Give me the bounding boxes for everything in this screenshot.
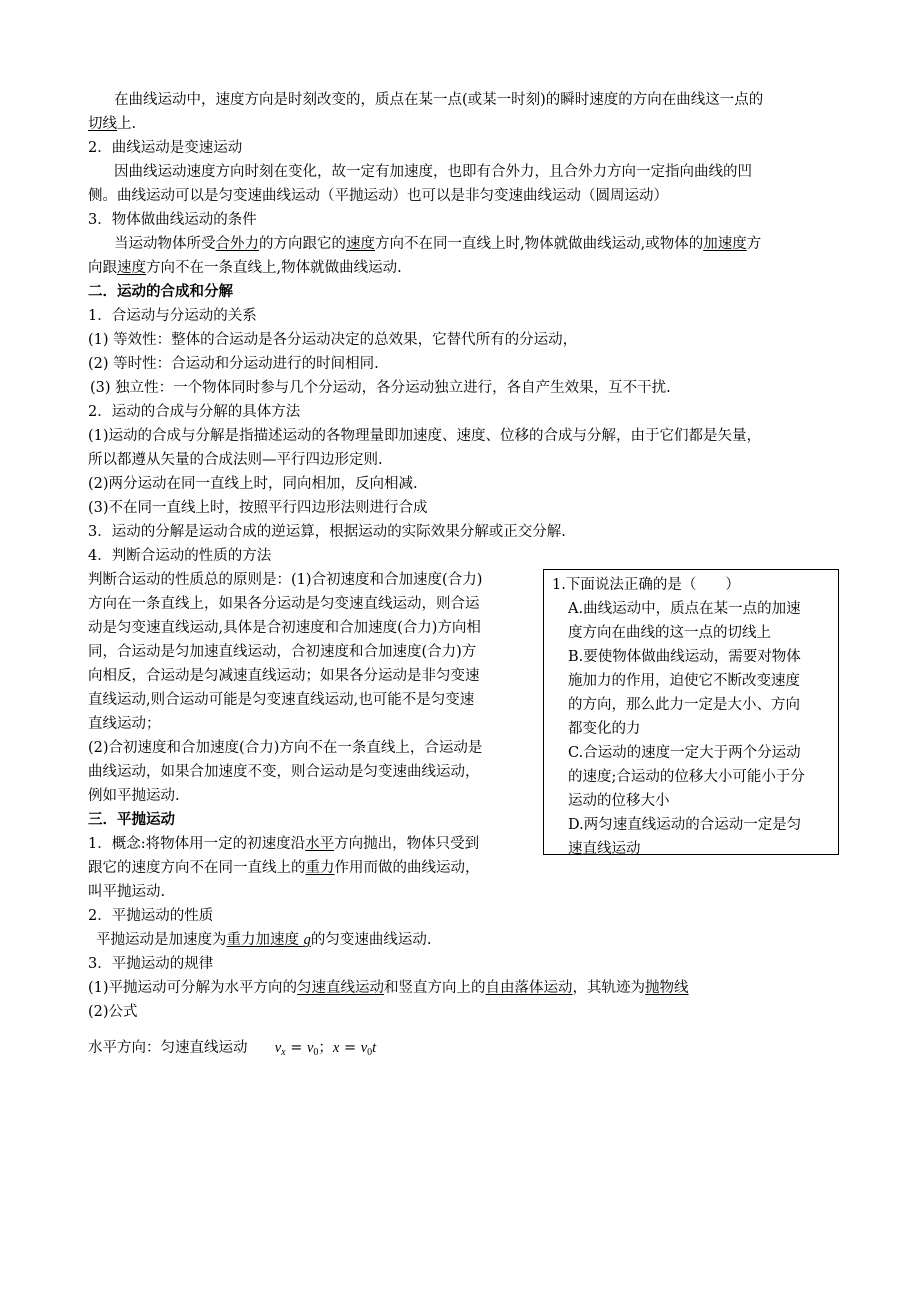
paragraph-line: 1．合运动与分运动的关系: [88, 308, 257, 324]
underlined-term: 合外力: [215, 236, 259, 252]
formula-vx: $v_x$: [274, 1040, 286, 1058]
paragraph-line: 直线运动；: [88, 716, 161, 732]
paragraph-line: 3．运动的分解是运动合成的逆运算，根据运动的实际效果分解或正交分解.: [88, 524, 566, 540]
underlined-term: 速度: [346, 236, 375, 252]
heading-projectile-laws: 3．平抛运动的规律: [88, 956, 214, 972]
heading-variable-motion: 2．曲线运动是变速运动: [88, 140, 243, 156]
underlined-term: 自由落体运动: [485, 980, 573, 996]
paragraph-line: 叫平抛运动.: [88, 884, 166, 900]
paragraph-line: 同，合运动是匀加速直线运动，合初速度和合加速度(合力)方: [88, 644, 477, 660]
option-b-cont: 都变化的力: [568, 721, 641, 737]
option-a-cont: 度方向在曲线的这一点的切线上: [568, 625, 771, 641]
paragraph-line: 侧。曲线运动可以是匀变速曲线运动（平抛运动）也可以是非匀变速曲线运动（圆周运动）: [88, 188, 668, 204]
intro-line-1: 在曲线运动中，速度方向是时刻改变的，质点在某一点(或某一时刻)的瞬时速度的方向在曲线这一点的: [114, 92, 764, 108]
option-c: C.合运动的速度一定大于两个分运动: [568, 745, 801, 761]
paragraph-line: 曲线运动，如果合加速度不变，则合运动是匀变速曲线运动，: [88, 764, 480, 780]
heading-projectile-nature: 2．平抛运动的性质: [88, 908, 214, 924]
heading-curve-condition: 3．物体做曲线运动的条件: [88, 212, 257, 228]
paragraph-line: (2)两分运动在同一直线上时，同向相加，反向相减.: [88, 476, 418, 492]
paragraph-line: 向相反，合运动是匀减速直线运动；如果各分运动是非匀变速: [88, 668, 480, 684]
paragraph-line: 1．概念:将物体用一定的初速度沿水平方向抛出，物体只受到: [88, 836, 480, 852]
formula-label: 水平方向：匀速直线运动: [88, 1040, 248, 1056]
underlined-term: 水平: [305, 836, 335, 852]
section-title-projectile: 三．平抛运动: [88, 811, 175, 828]
option-a: A.曲线运动中，质点在某一点的加速: [568, 601, 801, 617]
underlined-term: 切线: [88, 116, 117, 132]
paragraph-line: (2)合初速度和合加速度(合力)方向不在一条直线上，合运动是: [88, 740, 483, 756]
paragraph-line: 判断合运动的性质总的原则是：(1)合初速度和合加速度(合力): [88, 572, 483, 588]
paragraph-line: (1)平抛运动可分解为水平方向的匀速直线运动和竖直方向上的自由落体运动，其轨迹为抛物线: [88, 980, 689, 996]
paragraph-line: 向跟速度方向不在一条直线上,物体就做曲线运动.: [88, 260, 402, 276]
paragraph-line: 因曲线运动速度方向时刻在变化，故一定有加速度，也即有合外力，且合外力方向一定指向曲线的凹: [114, 164, 752, 180]
option-d: D.两匀速直线运动的合运动一定是匀: [568, 817, 802, 833]
paragraph-line: (2)公式: [88, 1004, 138, 1020]
paragraph-line: 当运动物体所受合外力的方向跟它的速度方向不在同一直线上时,物体就做曲线运动,或物体的加速度方: [114, 236, 762, 252]
paragraph-line: 4．判断合运动的性质的方法: [88, 548, 272, 564]
paragraph-line: 跟它的速度方向不在同一直线上的重力作用而做的曲线运动，: [88, 860, 480, 876]
option-d-cont: 速直线运动: [568, 841, 641, 857]
two-column-block: [88, 568, 840, 904]
underlined-term: 重力: [305, 860, 335, 876]
option-c-cont: 的速度;合运动的位移大小可能小于分: [568, 769, 805, 785]
paragraph-line: (1) 等效性：整体的合运动是各分运动决定的总效果，它替代所有的分运动，: [88, 332, 578, 348]
paragraph-line: 直线运动,则合运动可能是匀变速直线运动,也可能不是匀变速: [88, 692, 475, 708]
paragraph-line: (3)不在同一直线上时，按照平行四边形法则进行合成: [88, 500, 428, 516]
underlined-term: 速度: [117, 260, 146, 276]
document-page: [88, 88, 840, 1065]
question-text: 1.下面说法正确的是（ ）: [552, 577, 740, 593]
paragraph-line: 所以都遵从矢量的合成法则—平行四边形定则.: [88, 452, 383, 468]
intro-line-2: 切线上.: [88, 116, 137, 132]
left-column: [88, 568, 530, 904]
paragraph-line: (3) 独立性：一个物体同时参与几个分运动，各分运动独立进行，各自产生效果，互不干扰.: [90, 380, 671, 396]
option-b-cont: 施加力的作用，迫使它不断改变速度: [568, 673, 800, 689]
option-b-cont: 的方向，那么此力一定是大小、方向: [568, 697, 800, 713]
paragraph-line: 2．运动的合成与分解的具体方法: [88, 404, 301, 420]
option-c-cont: 运动的位移大小: [568, 793, 670, 809]
paragraph-line: (2) 等时性：合运动和分运动进行的时间相同.: [88, 356, 379, 372]
paragraph-line: 动是匀变速直线运动,具体是合初速度和合加速度(合力)方向相: [88, 620, 481, 636]
underlined-term: 重力加速度 g: [226, 932, 311, 948]
section-title-composition: 二．运动的合成和分解: [88, 283, 233, 300]
paragraph-line: (1)运动的合成与分解是指描述运动的各物理量即加速度、速度、位移的合成与分解，由于它们都是矢量，: [88, 428, 762, 444]
formula-line: 水平方向：匀速直线运动 $v_x = v_0$；$x = v_0t$: [88, 1040, 377, 1058]
paragraph-line: 平抛运动是加速度为重力加速度 g的匀变速曲线运动.: [96, 932, 432, 948]
question-box: [543, 569, 839, 855]
paragraph-line: 例如平抛运动.: [88, 788, 180, 804]
formula-x: x: [332, 1040, 340, 1056]
underlined-term: 匀速直线运动: [297, 980, 385, 996]
underlined-term: 加速度: [703, 236, 747, 252]
underlined-term: 抛物线: [645, 980, 689, 996]
option-b: B.要使物体做曲线运动，需要对物体: [568, 649, 801, 665]
paragraph-line: 方向在一条直线上，如果各分运动是匀变速直线运动，则合运: [88, 596, 480, 612]
